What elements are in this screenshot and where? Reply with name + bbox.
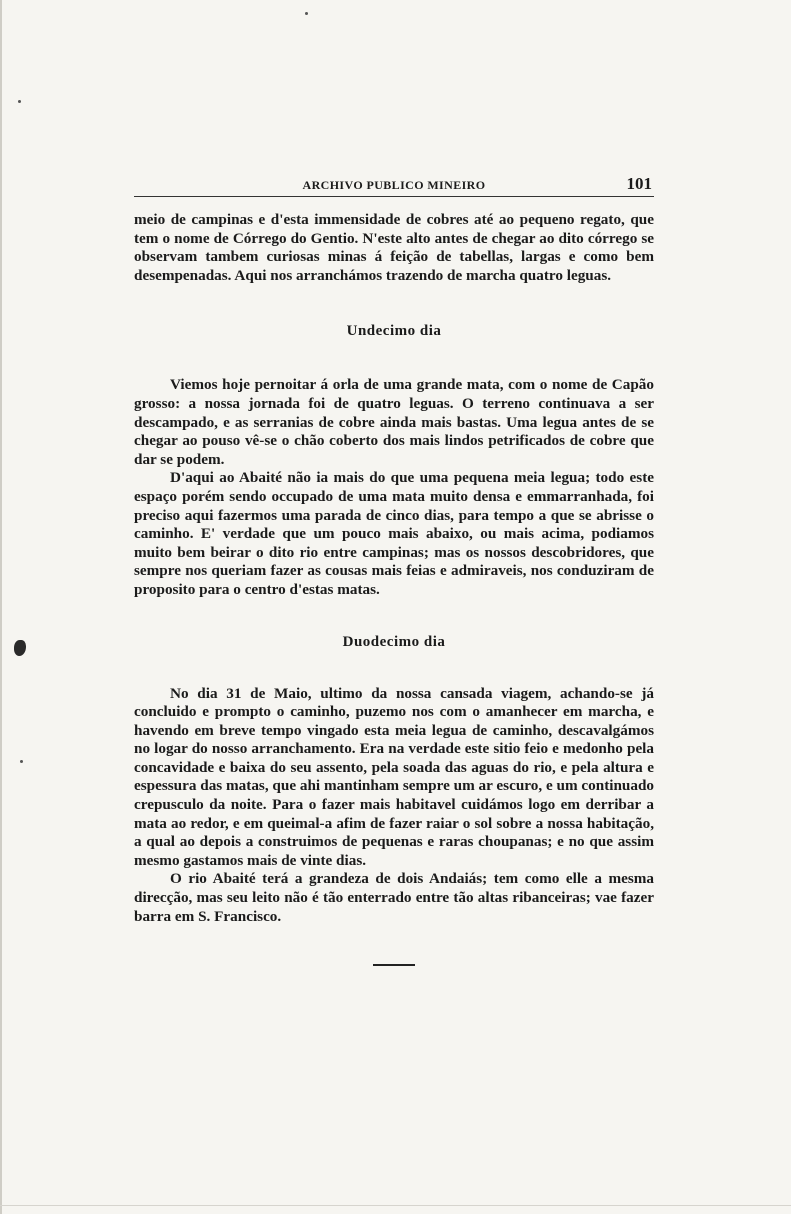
paragraph: O rio Abaité terá a grandeza de dois Andaiás; tem como elle a mesma direcção, mas seu leito não é tão enterrado entre tão altas ribanceiras; vae fazer barra em S. Francisco. [134,870,654,925]
page-content [134,172,654,966]
end-rule [373,964,415,966]
speck [18,100,21,103]
page-bottom-edge [0,1205,791,1206]
paragraph: No dia 31 de Maio, ultimo da nossa cansada viagem, achando-se já concluido e prompto o caminho, puzemo nos com o amanhecer em marcha, e havendo em breve tempo vingado esta meia legua de caminho, descavalgámos no logar do nosso arranchamento. Era na verdade este sitio feio e medonho pela concavidade e baixa do seu assento, pela soada das aguas do rio, e pela altura e espessura das matas, que ahi mantinham sempre um ar escuro, e um continuado crepusculo da noite. Para o fazer mais habitavel cuidámos logo em derribar a mata ao redor, e em queimal-a afim de fazer raiar o sol sobre a nossa habitação, a qual ao depois a construimos de pequenas e raras choupanas; e no que assim mesmo gastamos mais de vinte dias. [134,684,654,869]
speck [20,760,23,763]
paragraph: Viemos hoje pernoitar á orla de uma grande mata, com o nome de Capão grosso: a nossa jornada foi de quatro leguas. O terreno continuava a ser descampado, e as serranias de cobre ainda mais bastas. Uma legua antes de se chegar ao pouso vê-se o chão coberto dos mais lindos petrificados de cobre que dar se podem. [134,376,654,468]
running-title: ARCHIVO PUBLICO MINEIRO [302,178,486,192]
paragraph: D'aqui ao Abaité não ia mais do que uma pequena meia legua; todo este espaço porém sendo occupado de uma mata muito densa e emmarranhada, foi preciso aqui fazermos uma parada de cinco dias, para tempo a que se abrisse o caminho. E' verdade que um pouco mais abaixo, ou mais acima, podiamos muito bem beirar o dito rio entre campinas; mas os nossos descobridores, que sempre nos queriam fazer as cousas mais feias e admiraveis, nos conduziram de proposito para o centro d'estas matas. [134,469,654,598]
section-title-duodecimo: Duodecimo dia [342,633,446,650]
section-title-undecimo: Undecimo dia [346,323,442,340]
ink-smudge [14,640,26,656]
intro-paragraph: meio de campinas e d'esta immensidade de cobres até ao pequeno regato, que tem o nome de Córrego do Gentio. N'este alto antes de chegar ao dito córrego se observam tambem curiosas minas á feição de tabellas, largas e como bem desempenadas. Aqui nos arranchámos trazendo de marcha quatro leguas. [134,211,654,284]
page-header [134,172,654,197]
page-number: 101 [626,174,652,193]
page-left-edge [0,0,2,1214]
speck [305,12,308,15]
